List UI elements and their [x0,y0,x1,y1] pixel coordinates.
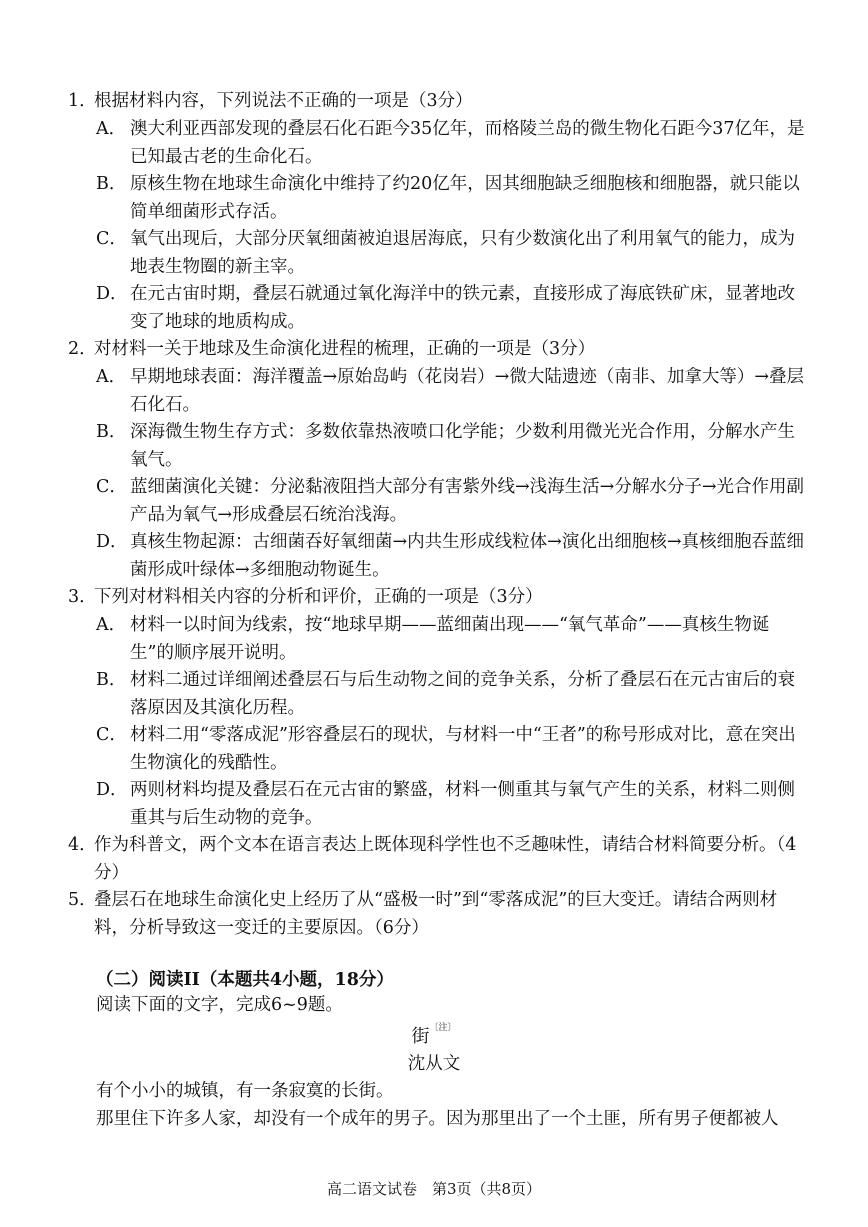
question-1-option-a [96,116,808,171]
question-number: 3． [68,587,97,607]
question-3-option-d [96,777,808,832]
option-text: 在元古宙时期，叠层石就通过氧化海洋中的铁元素，直接形成了海底铁矿床，显著地改变了地球的地质构成。 [130,284,795,332]
question-text: 叠层石在地球生命演化史上经历了从“盛极一时”到“零落成泥”的巨大变迁。请结合两则材料，分析导致这一变迁的主要原因。（6分） [94,890,778,938]
option-text: 蓝细菌演化关键：分泌黏液阻挡大部分有害紫外线→浅海生活→分解水分子→光合作用副产品为氧气→形成叠层石统治浅海。 [130,477,804,525]
option-label: C． [96,725,127,745]
question-3-option-c [96,722,808,777]
section-title: （二）阅读II（本题共4小题，18分） [96,970,394,990]
option-label: C． [96,477,127,497]
question-5 [68,887,808,942]
question-4 [68,832,808,887]
question-1-option-b [96,171,808,226]
question-number: 2． [68,339,97,359]
option-text: 材料二用“零落成泥”形容叠层石的现状，与材料一中“王者”的称号形成对比，意在突出生物演化的残酷性。 [130,725,796,773]
question-3-option-b [96,667,808,722]
question-text: 根据材料内容，下列说法不正确的一项是（3分） [94,91,473,111]
question-2-option-a [96,364,808,419]
question-text: 下列对材料相关内容的分析和评价，正确的一项是（3分） [94,587,543,607]
option-text: 材料一以时间为线索，按“地球早期——蓝细菌出现——“氧气革命”——真核生物诞生”的顺序展开说明。 [130,615,770,663]
option-label: D． [96,780,128,800]
question-1-option-c [96,226,808,281]
question-text: 对材料一关于地球及生命演化进程的梳理，正确的一项是（3分） [94,339,596,359]
option-text: 深海微生物生存方式：多数依靠热液喷口化学能；少数利用微光光合作用，分解水产生氧气。 [130,422,795,470]
story-paragraph-1: 有个小小的城镇，有一条寂寞的长街。 [96,1081,394,1101]
question-number: 1． [68,91,97,111]
option-label: A． [96,119,127,139]
option-label: B． [96,422,127,442]
question-1-option-d [96,281,808,336]
option-text: 澳大利亚西部发现的叠层石化石距今35亿年，而格陵兰岛的微生物化石距今37亿年，是已知最古老的生命化石。 [130,119,805,167]
story-note-marker: 〔注〕 [429,1023,457,1033]
page-footer: 高二语文试卷 第3页（共8页） [326,1180,542,1198]
question-2-option-d [96,529,808,584]
story-title-block [0,1022,868,1048]
option-text: 氧气出现后，大部分厌氧细菌被迫退居海底，只有少数演化出了利用氧气的能力，成为地表生物圈的新主宰。 [130,229,795,277]
question-2-option-b [96,419,808,474]
option-text: 两则材料均提及叠层石在元古宙的繁盛，材料一侧重其与氧气产生的关系，材料二则侧重其与后生动物的竞争。 [130,780,795,828]
option-text: 材料二通过详细阐述叠层石与后生动物之间的竞争关系，分析了叠层石在元古宙后的衰落原因及其演化历程。 [130,670,795,718]
question-3-option-a [96,612,808,667]
question-number: 5． [68,890,97,910]
option-label: D． [96,532,128,552]
option-label: C． [96,229,127,249]
question-text: 作为科普文，两个文本在语言表达上既体现科学性也不乏趣味性，请结合材料简要分析。（4分） [94,835,797,883]
story-title: 街 [411,1026,430,1047]
option-label: D． [96,284,128,304]
question-number: 4． [68,835,97,855]
question-1-stem [68,88,808,116]
question-2-stem [68,336,808,364]
option-label: A． [96,615,127,635]
question-2-option-c [96,474,808,529]
story-paragraph-2: 那里住下许多人家，却没有一个成年的男子。因为那里出了一个土匪，所有男子便都被人 [96,1109,779,1129]
option-text: 原核生物在地球生命演化中维持了约20亿年，因其细胞缺乏细胞核和细胞器，就只能以简单细菌形式存活。 [130,174,800,222]
option-text: 真核生物起源：古细菌吞好氧细菌→内共生形成线粒体→演化出细胞核→真核细胞吞蓝细菌形成叶绿体→多细胞动物诞生。 [130,532,804,580]
section-instruction: 阅读下面的文字，完成6~9题。 [96,995,343,1015]
option-label: A． [96,367,127,387]
option-label: B． [96,670,127,690]
option-label: B． [96,174,127,194]
question-3-stem [68,584,808,612]
option-text: 早期地球表面：海洋覆盖→原始岛屿（花岗岩）→微大陆遗迹（南非、加拿大等）→叠层石化石。 [130,367,804,415]
story-author: 沈从文 [407,1054,461,1074]
